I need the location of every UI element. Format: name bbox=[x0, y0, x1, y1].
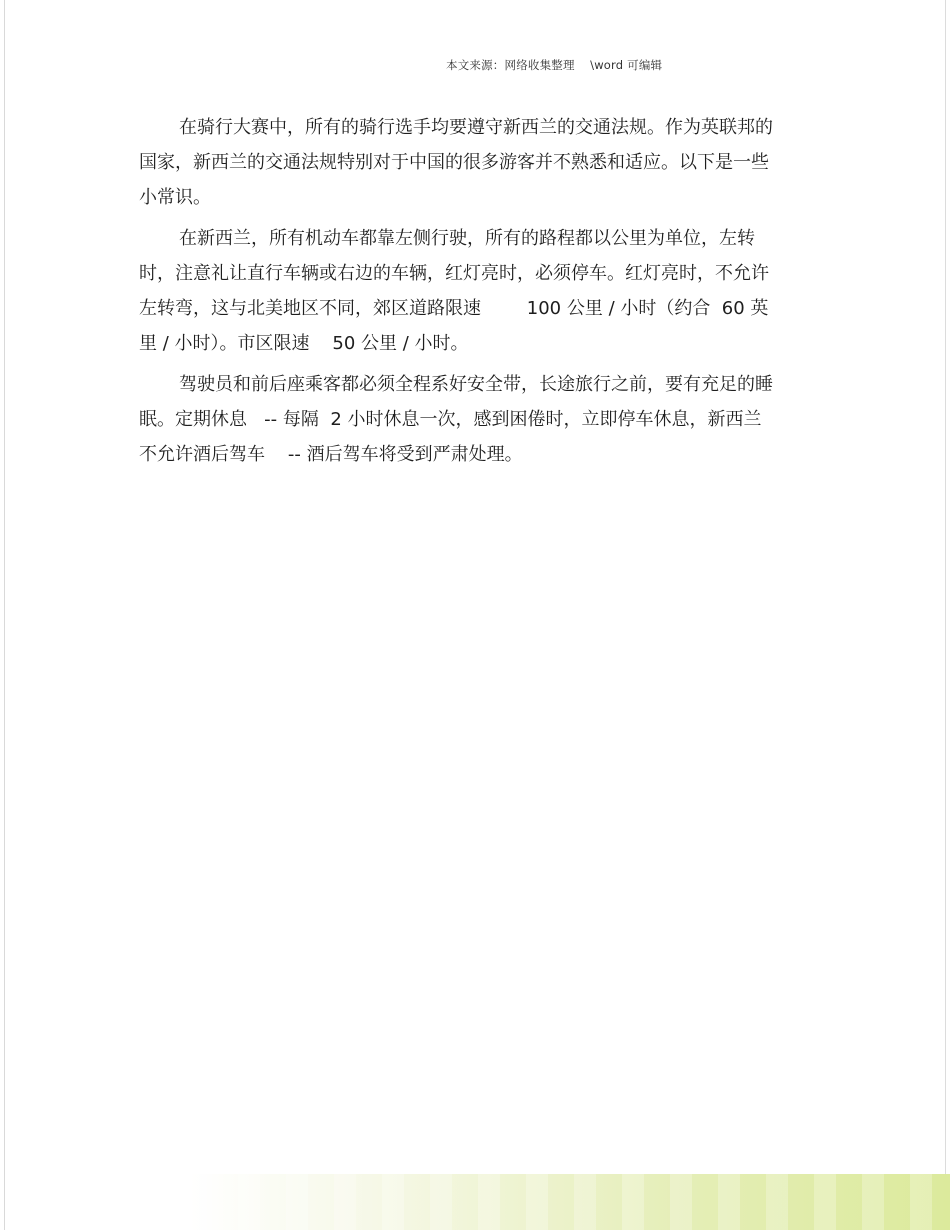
source-note: 本文来源：网络收集整理 \word 可编辑 bbox=[446, 58, 663, 72]
paragraph-safety-rest: 驾驶员和前后座乘客都必须全程系好安全带，长途旅行之前，要有充足的睡眠。定期休息 -- 每隔 2 小时休息一次，感到困倦时，立即停车休息，新西兰不允许酒后驾车 -- 酒后驾车将受到严肃处理。 bbox=[139, 374, 773, 465]
paragraph-driving-rules: 在新西兰，所有机动车都靠左侧行驶，所有的路程都以公里为单位，左转时，注意礼让直行车辆或右边的车辆，红灯亮时，必须停车。红灯亮时，不允许左转弯，这与北美地区不同，郊区道路限速 100 公里 / 小时（约合 60 英里 / 小时）。市区限速 50 公里 / 小时。 bbox=[139, 228, 769, 354]
page-left-edge bbox=[4, 0, 5, 1230]
paragraph-traffic-rules-intro: 在骑行大赛中，所有的骑行选手均要遵守新西兰的交通法规。作为英联邦的国家，新西兰的交通法规特别对于中国的很多游客并不熟悉和适应。以下是一些小常识。 bbox=[139, 117, 773, 208]
footer-decorative-stripes bbox=[190, 1174, 950, 1230]
page-right-edge bbox=[945, 0, 946, 1230]
document-body bbox=[139, 110, 779, 478]
